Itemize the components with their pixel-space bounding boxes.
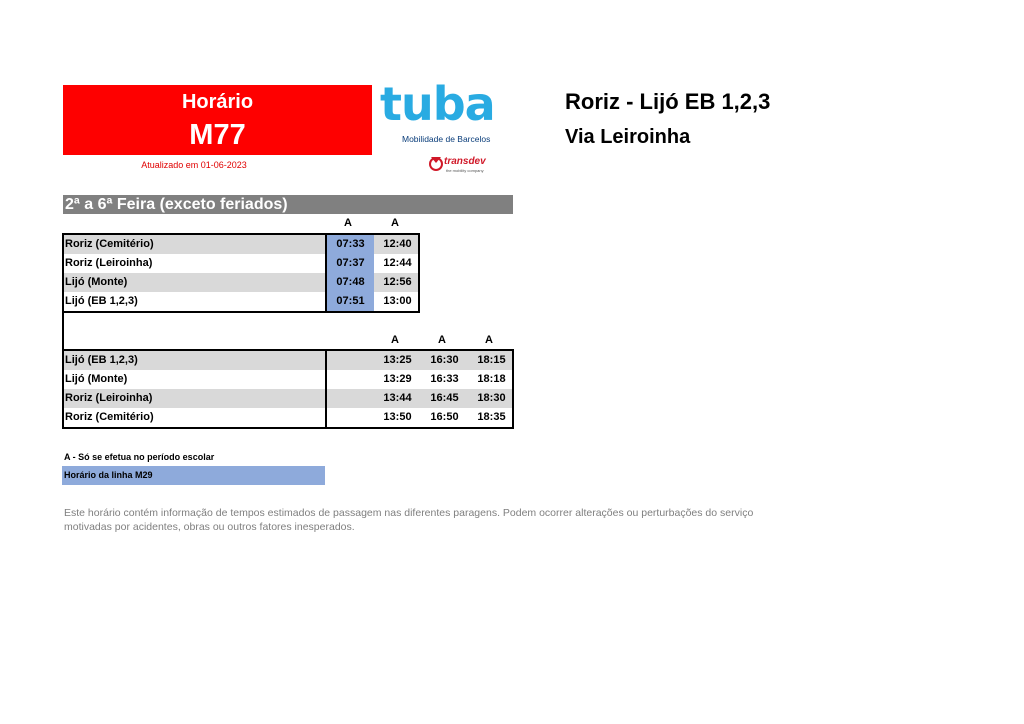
table-row: [64, 351, 512, 370]
column-code: A: [438, 334, 446, 346]
departure-time: 16:33: [430, 373, 459, 385]
transdev-name: transdev: [444, 156, 486, 167]
table-separator-left: [62, 311, 64, 351]
table-row: [64, 370, 512, 389]
stop-name: Roriz (Leiroinha): [65, 257, 153, 269]
tuba-logo: [380, 84, 540, 178]
table-row: [64, 254, 418, 273]
column-code: A: [485, 334, 493, 346]
departure-time: 12:44: [383, 257, 412, 269]
departure-time: 07:48: [327, 273, 374, 292]
departure-time: 13:29: [383, 373, 412, 385]
route-title: Roriz - Lijó EB 1,2,3: [565, 89, 771, 114]
table-row: [64, 292, 418, 311]
departure-time: 13:44: [383, 392, 412, 404]
departure-time: 12:40: [383, 238, 412, 250]
transdev-tagline: the mobility company: [446, 168, 484, 173]
disclaimer-text: Este horário contém informação de tempos estimados de passagem nas diferentes paragens. Podem ocorrer alterações ou perturbações do serviço motivadas por acidentes, obras ou outros fatores inesperados.: [64, 507, 754, 533]
outbound-timetable: [62, 233, 420, 313]
stop-name: Lijó (EB 1,2,3): [65, 354, 138, 366]
inbound-timetable: [62, 349, 514, 429]
column-code: A: [344, 217, 352, 229]
stop-name: Roriz (Leiroinha): [65, 392, 153, 404]
section-header: 2ª a 6ª Feira (exceto feriados): [63, 195, 513, 214]
transdev-logo: [428, 154, 508, 176]
table-row: [64, 408, 512, 427]
logo-subtitle: Mobilidade de Barcelos: [402, 134, 491, 144]
table-divider: [325, 351, 327, 427]
line-header-box: [63, 85, 372, 155]
table-row: [64, 389, 512, 408]
column-code: A: [391, 334, 399, 346]
departure-time: 07:51: [327, 292, 374, 311]
header-label: Horário: [181, 91, 254, 113]
departure-time: 07:37: [327, 254, 374, 273]
stop-name: Lijó (EB 1,2,3): [65, 295, 138, 307]
departure-time: 16:50: [430, 411, 459, 423]
tuba-wordmark: [380, 84, 540, 126]
departure-time: 07:33: [327, 235, 374, 254]
departure-time: 12:56: [383, 276, 412, 288]
departure-time: 18:15: [477, 354, 506, 366]
stop-name: Lijó (Monte): [65, 373, 128, 385]
stop-name: Roriz (Cemitério): [65, 411, 154, 423]
stop-name: Lijó (Monte): [65, 276, 128, 288]
updated-date: Atualizado em 01-06-2023: [141, 160, 247, 170]
column-code: A: [391, 217, 399, 229]
departure-time: 18:30: [477, 392, 506, 404]
line-number: M77: [189, 119, 246, 151]
departure-time: 18:18: [477, 373, 506, 385]
linked-line-note: Horário da linha M29: [62, 466, 325, 485]
departure-time: 13:25: [383, 354, 412, 366]
departure-time: 16:45: [430, 392, 459, 404]
departure-time: 13:50: [383, 411, 412, 423]
departure-time: 16:30: [430, 354, 459, 366]
departure-time: 13:00: [383, 295, 412, 307]
route-via: Via Leiroinha: [565, 126, 691, 148]
legend-note: A - Só se efetua no período escolar: [64, 452, 215, 462]
table-row: [64, 235, 418, 254]
table-divider: [325, 235, 327, 311]
transdev-icon: [428, 154, 444, 172]
departure-time: 18:35: [477, 411, 506, 423]
svg-text:tuba: tuba: [380, 84, 495, 126]
table-row: [64, 273, 418, 292]
stop-name: Roriz (Cemitério): [65, 238, 154, 250]
